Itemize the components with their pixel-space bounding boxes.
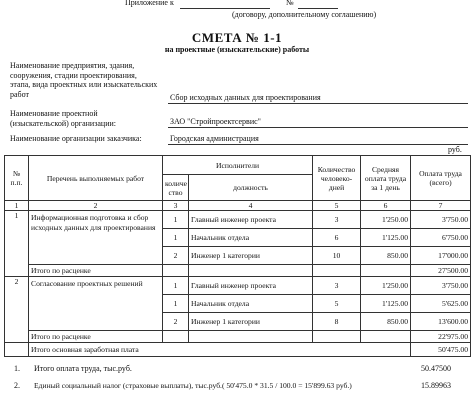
grand-total-value: 50'475.00 xyxy=(411,343,471,357)
col-number: 3 xyxy=(163,201,189,211)
row-qty: 2 xyxy=(163,247,189,265)
grand-total-row xyxy=(5,343,471,357)
row-position: Главный инженер проекта xyxy=(189,277,313,295)
number-blank-line xyxy=(298,8,338,9)
footer-line2-label: Единый социальный налог (страховые выплаты), тыс.руб.( 50'475.0 * 31.5 / 100.0 = 15'899.63 руб.) xyxy=(34,381,352,390)
row-avg: 1'250.00 xyxy=(361,211,411,229)
column-number-row xyxy=(5,201,471,211)
header-position: должность xyxy=(189,175,313,201)
row-days: 5 xyxy=(313,295,361,313)
row-total: 6'750.00 xyxy=(411,229,471,247)
col-number: 1 xyxy=(5,201,29,211)
col-number: 6 xyxy=(361,201,411,211)
contract-note: (договору, дополнительному соглашению) xyxy=(232,10,377,19)
header-total-pay: Оплата труда (всего) xyxy=(411,156,471,201)
row-qty: 1 xyxy=(163,229,189,247)
header-persondays: Количество человеко-дней xyxy=(313,156,361,201)
row-total: 17'000.00 xyxy=(411,247,471,265)
row-total: 5'625.00 xyxy=(411,295,471,313)
appendix-blank-line xyxy=(180,8,270,9)
row-qty: 1 xyxy=(163,277,189,295)
row-avg: 1'250.00 xyxy=(361,277,411,295)
estimate-table xyxy=(4,155,471,357)
object-value: Сбор исходных данных для проектирования xyxy=(170,93,321,102)
row-position: Инженер 1 категории xyxy=(189,247,313,265)
object-label: Наименование предприятия, здания, сооружения, стадии проектирования, этапа, вида проектных или изыскательских работ xyxy=(10,61,158,99)
col-number: 4 xyxy=(189,201,313,211)
row-qty: 2 xyxy=(163,313,189,331)
number-sign: № xyxy=(286,0,294,7)
row-position: Главный инженер проекта xyxy=(189,211,313,229)
designer-underline xyxy=(168,127,468,128)
row-days: 3 xyxy=(313,277,361,295)
row-avg: 1'125.00 xyxy=(361,229,411,247)
customer-label: Наименование организации заказчика: xyxy=(10,134,142,143)
subtotal-value: 22'975.00 xyxy=(411,331,471,343)
header-executors: Исполнители xyxy=(163,156,313,175)
grand-total-label: Итого основная заработная плата xyxy=(29,343,411,357)
col-number: 2 xyxy=(29,201,163,211)
row-position: Начальник отдела xyxy=(189,229,313,247)
footer-line2-value: 15.89963 xyxy=(421,381,451,390)
row-avg: 850.00 xyxy=(361,313,411,331)
row-qty: 1 xyxy=(163,211,189,229)
designer-value: ЗАО "Стройпроектсервис" xyxy=(170,117,261,126)
row-days: 3 xyxy=(313,211,361,229)
footer-line2-num: 2. xyxy=(14,381,20,390)
designer-label: Наименование проектной (изыскательской) организации: xyxy=(10,109,116,128)
row-avg: 1'125.00 xyxy=(361,295,411,313)
row-position: Начальник отдела xyxy=(189,295,313,313)
section-num: 2 xyxy=(5,277,29,343)
header-num: № п.п. xyxy=(5,156,29,201)
estimate-title: СМЕТА № 1-1 xyxy=(191,30,283,45)
row-total: 3'750.00 xyxy=(411,277,471,295)
object-underline xyxy=(168,103,468,104)
subtotal-label: Итого по расценке xyxy=(29,265,163,277)
row-position: Инженер 1 категории xyxy=(189,313,313,331)
subtotal-row xyxy=(5,331,471,343)
subtotal-value: 27'500.00 xyxy=(411,265,471,277)
table-header-row xyxy=(5,156,471,175)
footer-line1-value: 50.47500 xyxy=(421,364,451,373)
row-avg: 850.00 xyxy=(361,247,411,265)
header-avg-pay: Средняя оплата труда за 1 день xyxy=(361,156,411,201)
appendix-label: Приложение к xyxy=(125,0,174,7)
row-days: 6 xyxy=(313,229,361,247)
footer-line1-label: Итого оплата труда, тыс.руб. xyxy=(34,364,132,373)
col-number: 5 xyxy=(313,201,361,211)
row-qty: 1 xyxy=(163,295,189,313)
customer-underline xyxy=(168,144,468,145)
section-work: Согласование проектных решений xyxy=(29,277,163,331)
section-work: Информационная подготовка и сбор исходных данных для проектирования xyxy=(29,211,163,265)
footer-line1-num: 1. xyxy=(14,364,20,373)
table-row xyxy=(5,211,471,229)
row-total: 3'750.00 xyxy=(411,211,471,229)
customer-value: Городская администрация xyxy=(170,134,259,143)
subtotal-label: Итого по расценке xyxy=(29,331,163,343)
section-num: 1 xyxy=(5,211,29,277)
row-total: 13'600.00 xyxy=(411,313,471,331)
header-qty: количе ство xyxy=(163,175,189,201)
row-days: 8 xyxy=(313,313,361,331)
subtotal-row xyxy=(5,265,471,277)
header-work: Перечень выполняемых работ xyxy=(29,156,163,201)
table-row xyxy=(5,277,471,295)
row-days: 10 xyxy=(313,247,361,265)
col-number: 7 xyxy=(411,201,471,211)
estimate-subtitle: на проектные (изыскательские) работы xyxy=(164,45,310,54)
currency-label: руб. xyxy=(448,145,462,154)
